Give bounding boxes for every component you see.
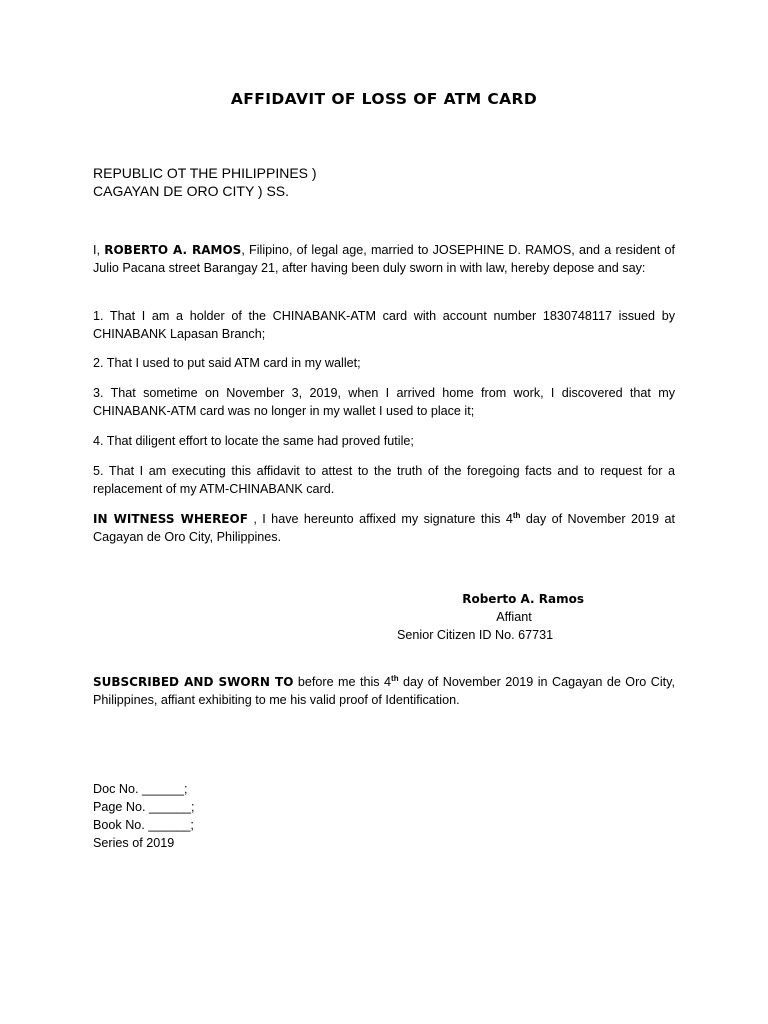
witness-text-1: , I have hereunto affixed my signature this 4 — [247, 512, 513, 526]
sworn-sup: th — [391, 674, 399, 683]
item-4: 4. That diligent effort to locate the same had proved futile; — [93, 434, 414, 448]
intro-paragraph — [93, 241, 675, 277]
item-5: 5. That I am executing this affidavit to attest to the truth of the foregoing facts and to request for a replacement of my ATM-CHINABANK card. — [93, 464, 675, 496]
sworn-text-1: before me this 4 — [293, 675, 392, 689]
item-2: 2. That I used to put said ATM card in my wallet; — [93, 356, 361, 370]
intro-post: , Filipino, of legal age, married to JOSEPHINE D. RAMOS, and a resident of Julio Pacana street Barangay 21, after having been duly sworn in with law, hereby depose and say: — [93, 243, 675, 275]
signature-role: Affiant — [496, 610, 532, 624]
notary-page-no: Page No. ______; — [93, 800, 195, 814]
witness-sup: th — [512, 511, 521, 520]
intro-pre: I, — [93, 243, 105, 257]
signature-name: Roberto A. Ramos — [462, 592, 584, 606]
venue-line-city: CAGAYAN DE ORO CITY ) SS. — [93, 183, 290, 199]
signature-block — [397, 590, 587, 644]
affiant-name-inline: ROBERTO A. RAMOS — [104, 243, 242, 257]
document-title: AFFIDAVIT OF LOSS OF ATM CARD — [230, 90, 538, 108]
signature-id: Senior Citizen ID No. 67731 — [397, 628, 554, 642]
witness-paragraph — [93, 510, 675, 546]
venue-line-republic: REPUBLIC OT THE PHILIPPINES ) — [93, 165, 317, 181]
notary-doc-no: Doc No. ______; — [93, 782, 188, 796]
sworn-paragraph — [93, 673, 675, 709]
notary-block — [93, 780, 195, 852]
item-1: 1. That I am a holder of the CHINABANK-ATM card with account number 1830748117 issued by CHINABANK Lapasan Branch; — [93, 309, 675, 341]
witness-lead: IN WITNESS WHEREOF — [93, 512, 248, 526]
notary-book-no: Book No. ______; — [93, 818, 194, 832]
sworn-lead: SUBSCRIBED AND SWORN TO — [93, 675, 294, 689]
witness-text-2: day of November 2019 at Cagayan de Oro City, Philippines. — [93, 512, 675, 544]
sworn-text-2: day of November 2019 in Cagayan de Oro City, Philippines, affiant exhibiting to me his valid proof of Identification. — [93, 675, 676, 707]
item-3: 3. That sometime on November 3, 2019, when I arrived home from work, I discovered that my CHINABANK-ATM card was no longer in my wallet I used to place it; — [93, 386, 675, 418]
venue-block — [93, 164, 317, 200]
notary-series: Series of 2019 — [93, 836, 175, 850]
